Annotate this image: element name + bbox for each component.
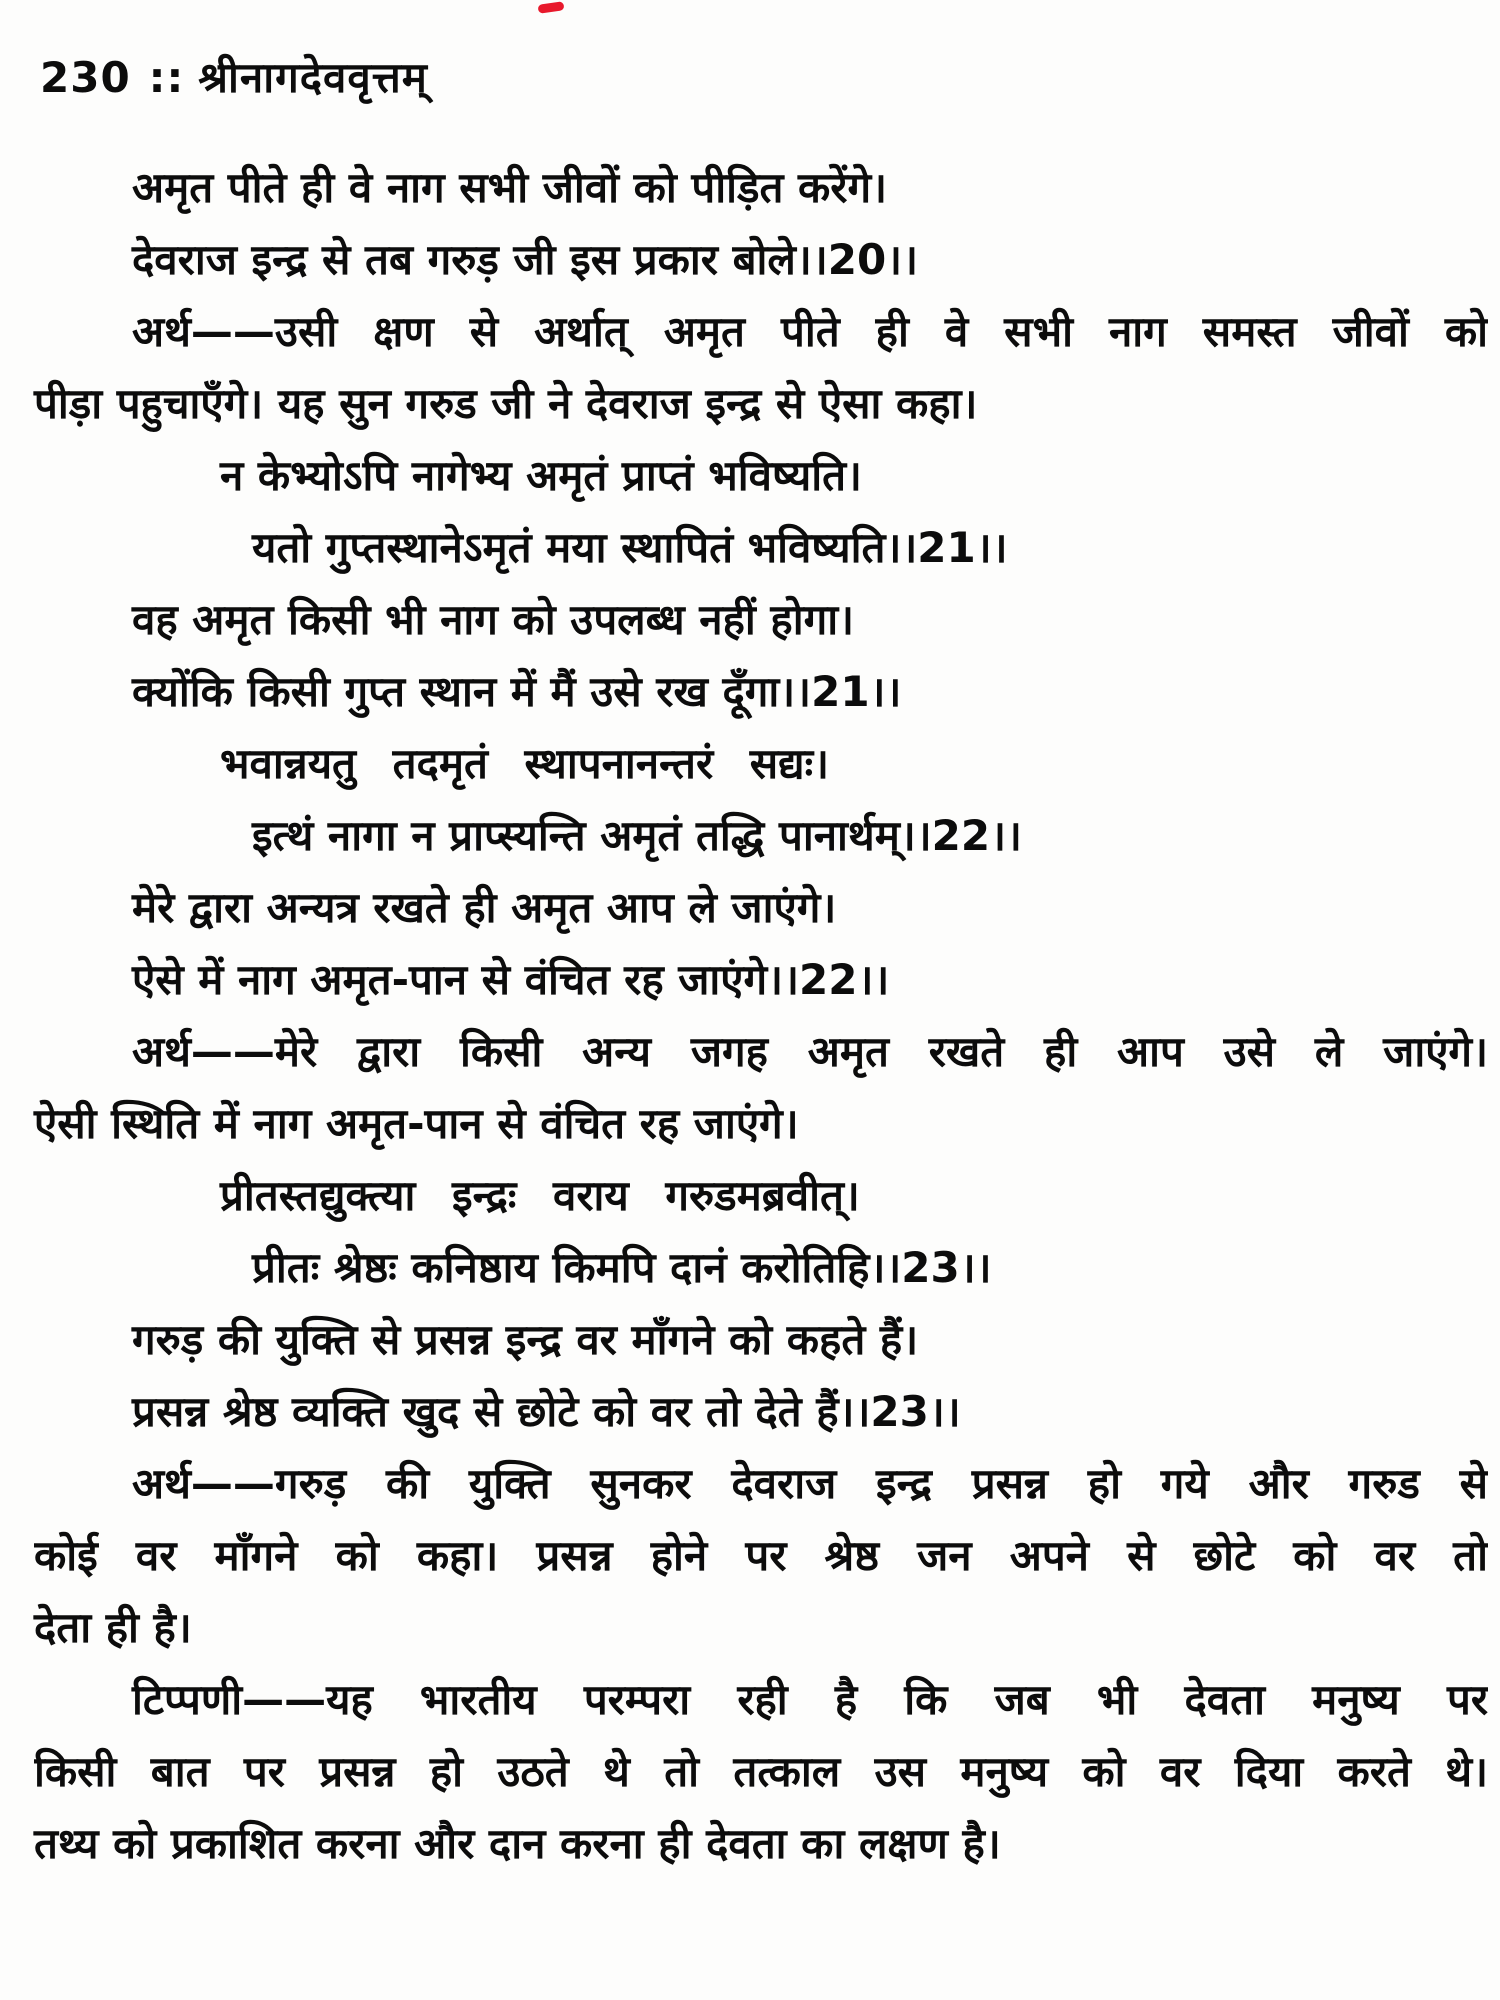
text-line-19: अर्थ——गरुड़ की युक्ति सुनकर देवराज इन्द्र प्रसन्न हो गये और गरुड से [132, 1459, 1488, 1508]
text-line-1: अमृत पीते ही वे नाग सभी जीवों को पीड़ित करेंगे। [132, 163, 888, 212]
red-ink-mark [538, 1, 565, 14]
text-line-6: यतो गुप्तस्थानेऽमृतं मया स्थापितं भविष्यति।।21।। [252, 523, 1008, 572]
page-number: 230 [40, 53, 131, 102]
text-line-23: किसी बात पर प्रसन्न हो उठते थे तो तत्काल उस मनुष्य को वर दिया करते थे। [34, 1747, 1488, 1796]
text-line-16: प्रीतः श्रेष्ठः कनिष्ठाय किमपि दानं करोतिहि।।23।। [252, 1243, 992, 1292]
text-line-12: ऐसे में नाग अमृत-पान से वंचित रह जाएंगे।।22।। [132, 955, 890, 1004]
text-line-5: न केभ्योऽपि नागेभ्य अमृतं प्राप्तं भविष्यति। [220, 451, 862, 500]
text-line-24: तथ्य को प्रकाशित करना और दान करना ही देवता का लक्षण है। [34, 1819, 1001, 1868]
text-line-14: ऐसी स्थिति में नाग अमृत-पान से वंचित रह जाएंगे। [34, 1099, 799, 1148]
header-separator: :: [148, 53, 185, 102]
text-line-2: देवराज इन्द्र से तब गरुड़ जी इस प्रकार बोले।।20।। [132, 235, 919, 284]
text-line-21: देता ही है। [34, 1603, 192, 1652]
book-title: श्रीनागदेववृत्तम् [198, 53, 428, 102]
text-line-9: भवान्नयतु तदमृतं स्थापनानन्तरं सद्यः। [220, 739, 830, 788]
text-line-7: वह अमृत किसी भी नाग को उपलब्ध नहीं होगा। [132, 595, 855, 644]
text-line-13: अर्थ——मेरे द्वारा किसी अन्य जगह अमृत रखते ही आप उसे ले जाएंगे। [132, 1027, 1488, 1076]
text-line-10: इत्थं नागा न प्राप्स्यन्ति अमृतं तद्धि पानार्थम्।।22।। [252, 811, 1022, 860]
text-line-22: टिप्पणी——यह भारतीय परम्परा रही है कि जब भी देवता मनुष्य पर [132, 1675, 1488, 1724]
page-header [40, 48, 428, 105]
text-line-8: क्योंकि किसी गुप्त स्थान में मैं उसे रख दूँगा।।21।। [132, 667, 902, 716]
text-line-20: कोई वर माँगने को कहा। प्रसन्न होने पर श्रेष्ठ जन अपने से छोटे को वर तो [34, 1531, 1488, 1580]
text-line-11: मेरे द्वारा अन्यत्र रखते ही अमृत आप ले जाएंगे। [132, 883, 837, 932]
text-line-18: प्रसन्न श्रेष्ठ व्यक्ति खुद से छोटे को वर तो देते हैं।।23।। [132, 1387, 961, 1436]
text-line-17: गरुड़ की युक्ति से प्रसन्न इन्द्र वर माँगने को कहते हैं। [132, 1315, 919, 1364]
text-line-4: पीड़ा पहुचाएँगे। यह सुन गरुड जी ने देवराज इन्द्र से ऐसा कहा। [34, 379, 978, 428]
text-line-3: अर्थ——उसी क्षण से अर्थात् अमृत पीते ही वे सभी नाग समस्त जीवों को [132, 307, 1488, 356]
text-line-15: प्रीतस्तद्युक्त्या इन्द्रः वराय गरुडमब्रवीत्। [220, 1171, 860, 1220]
text-lines [34, 152, 1488, 1880]
